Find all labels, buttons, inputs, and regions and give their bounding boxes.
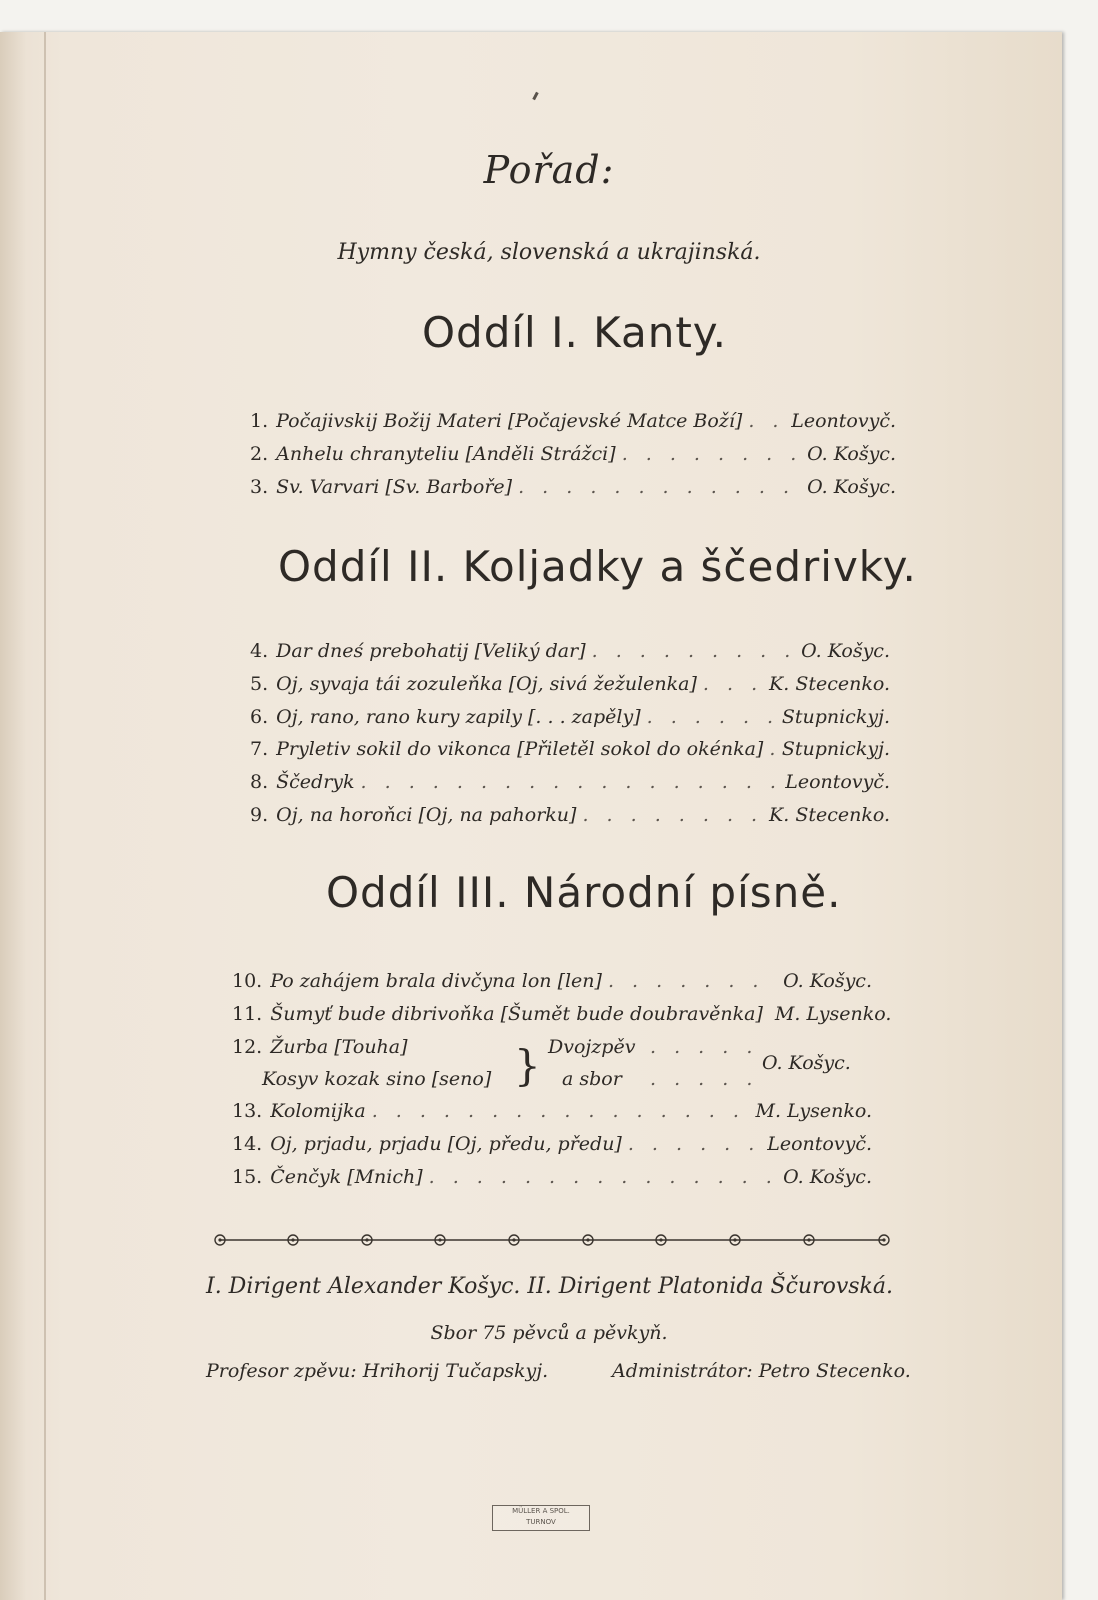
item-title: Oj, prjadu, prjadu [Oj, předu, předu] xyxy=(270,1133,622,1155)
leader-dots xyxy=(703,673,763,695)
printer-name: MÜLLER A SPOL. xyxy=(512,1507,570,1515)
item-title: Anhelu chranyteliu [Anděli Strážci] xyxy=(276,443,616,465)
printer-stamp xyxy=(492,1505,590,1531)
item-number: 9. xyxy=(250,803,269,826)
list-item xyxy=(250,673,890,706)
list-item xyxy=(250,771,890,804)
list-item xyxy=(250,410,896,443)
item-composer: M. Lysenko. xyxy=(774,1003,892,1025)
item-number: 4. xyxy=(250,640,269,662)
brace-glyph: } xyxy=(514,1041,541,1090)
list-item xyxy=(232,1166,872,1199)
item-number: 8. xyxy=(250,771,269,794)
item-title: Oj, syvaja tái zozuleňka [Oj, sivá žežulenka] xyxy=(276,672,697,695)
leader-dots xyxy=(361,771,780,793)
sheet-edge-shadow xyxy=(0,32,26,1600)
ornament-divider xyxy=(212,1232,892,1248)
item-composer: O. Košyc. xyxy=(807,476,896,498)
leader-dots xyxy=(608,970,777,992)
leader-dots: . . . . . xyxy=(650,1036,759,1058)
item-number: 2. xyxy=(250,443,269,465)
sheet-fold-line xyxy=(44,32,46,1600)
item-composer: O. Košyc. xyxy=(807,443,896,465)
leader-dots xyxy=(429,1166,778,1188)
list-item xyxy=(250,640,890,673)
administrator-line: Administrátor: Petro Stecenko. xyxy=(612,1360,911,1382)
item-composer: Stupnickyj. xyxy=(781,738,890,761)
section-heading-2: Oddíl II. Koljadky a ščedrivky. xyxy=(278,542,917,591)
item-title-line2: Kosyv kozak sino [seno] xyxy=(262,1068,492,1090)
professor-line: Profesor zpěvu: Hrihorij Tučapskyj. xyxy=(206,1360,549,1382)
list-item xyxy=(250,443,896,476)
item-composer: Leontovyč. xyxy=(767,1133,872,1155)
item-composer: O. Košyc. xyxy=(801,640,890,662)
item-title: Ščedryk xyxy=(276,771,355,794)
item-composer: Leontovyč. xyxy=(791,410,896,432)
section-2-list xyxy=(250,640,890,837)
item-composer: O. Košyc. xyxy=(783,1166,872,1188)
item-composer: M. Lysenko. xyxy=(755,1100,872,1122)
item-number: 7. xyxy=(250,738,269,761)
leader-dots xyxy=(628,1133,761,1155)
section-heading-3: Oddíl III. Národní písně. xyxy=(326,868,842,917)
item-composer: Leontovyč. xyxy=(785,771,890,794)
leader-dots xyxy=(518,476,801,498)
list-item xyxy=(250,706,890,739)
item-composer: O. Košyc. xyxy=(783,970,872,992)
choir-line: Sbor 75 pěvců a pěvkyň. xyxy=(430,1322,668,1344)
leader-dots: . . . . . xyxy=(650,1068,759,1090)
list-item xyxy=(232,1003,892,1036)
item-number: 10. xyxy=(232,970,263,992)
item-number: 5. xyxy=(250,672,269,695)
list-item xyxy=(232,1100,872,1133)
item-title-line1 xyxy=(232,1036,408,1058)
item-number: 12. xyxy=(232,1036,263,1058)
leader-dots xyxy=(748,410,785,432)
item-title: Šumyť bude dibrivoňka [Šumět bude doubravěnka] xyxy=(270,1003,763,1025)
item-title: Čenčyk [Mnich] xyxy=(270,1166,423,1188)
item-title: Žurba [Touha] xyxy=(270,1036,408,1058)
item-title: Sv. Varvari [Sv. Barboře] xyxy=(276,476,513,498)
list-item xyxy=(250,476,896,509)
leader-dots xyxy=(372,1100,750,1122)
item-title: Po zahájem brala divčyna lon [len] xyxy=(270,970,602,992)
leader-dots xyxy=(647,706,776,728)
directors-line: I. Dirigent Alexander Košyc. II. Dirigent Platonida Ščurovská. xyxy=(206,1274,893,1299)
list-item xyxy=(232,1133,872,1166)
list-item xyxy=(232,970,872,1003)
item-title: Počajivskij Božij Materi [Počajevské Matce Boží] xyxy=(276,410,743,432)
item-number: 13. xyxy=(232,1100,263,1122)
program-subtitle: Hymny česká, slovenská a ukrajinská. xyxy=(337,240,761,265)
item-title: Dar dneś prebohatij [Veliký dar] xyxy=(276,640,586,662)
list-item xyxy=(250,804,890,837)
section-heading-1: Oddíl I. Kanty. xyxy=(422,308,728,357)
item-title: Kolomijka xyxy=(270,1100,366,1122)
item-choir-line1: Dvojzpěv xyxy=(548,1036,636,1058)
item-number: 14. xyxy=(232,1133,263,1155)
item-title: Oj, rano, rano kury zapily [. . . zapěly] xyxy=(276,705,641,728)
leader-dots xyxy=(592,640,796,662)
item-title: Oj, na horoňci [Oj, na pahorku] xyxy=(276,803,577,826)
item-composer: Stupnickyj. xyxy=(781,705,890,728)
section-1-list xyxy=(250,410,896,509)
item-title: Pryletiv sokil do vikonca [Přiletěl sokol do okénka] xyxy=(276,738,764,761)
item-number: 6. xyxy=(250,705,269,728)
leader-dots xyxy=(769,738,775,760)
program-title: Pořad: xyxy=(483,148,615,192)
item-composer: K. Stecenko. xyxy=(769,803,890,826)
section-3-list xyxy=(232,970,892,1199)
item-composer: O. Košyc. xyxy=(762,1052,851,1074)
leader-dots xyxy=(582,804,763,826)
item-number: 1. xyxy=(250,410,269,432)
item-number: 11. xyxy=(232,1003,263,1025)
list-item xyxy=(250,738,890,771)
item-choir-line2: a sbor xyxy=(562,1068,622,1090)
item-number: 15. xyxy=(232,1166,263,1188)
list-item-duet xyxy=(232,1036,872,1100)
leader-dots xyxy=(622,443,801,465)
item-composer: K. Stecenko. xyxy=(769,672,890,695)
item-number: 3. xyxy=(250,476,269,498)
printer-city: TURNOV xyxy=(526,1518,556,1526)
